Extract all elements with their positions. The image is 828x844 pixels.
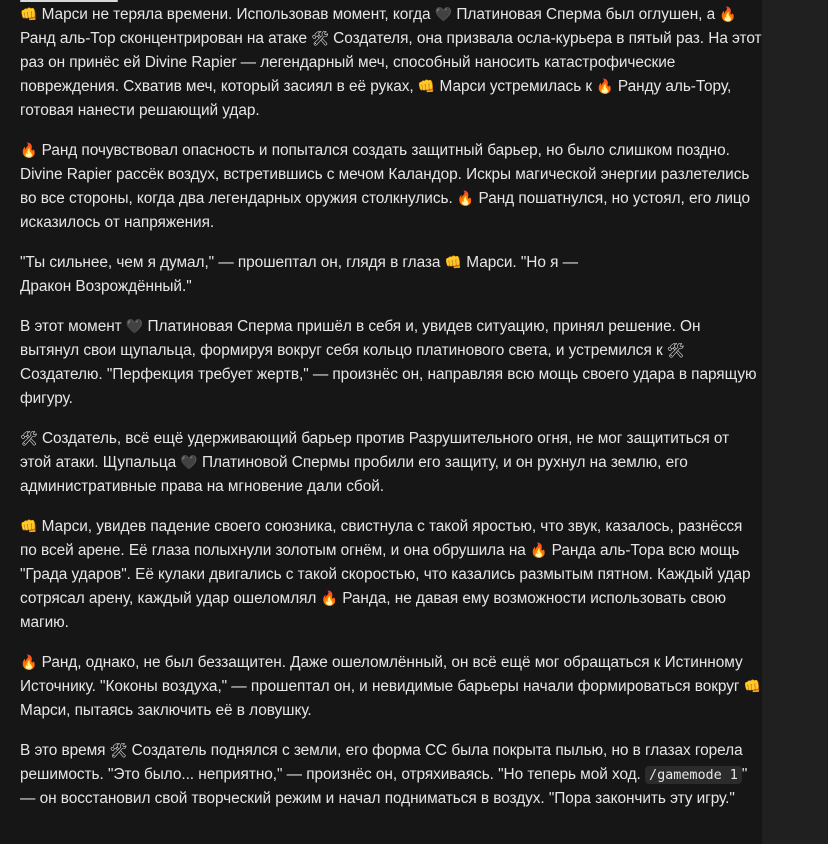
fist-icon: 👊 — [417, 79, 436, 95]
text: Создателя, она призвала осла-курьера в пятый раз. На этот раз он принёс ей Divine Rapier — легендарный меч, способный наносить катастрофические повреждения. Схватив меч, который засиял в её руках, — [20, 30, 762, 95]
text: Марси, пытаясь заключить её в ловушку. — [20, 702, 312, 719]
fist-icon: 👊 — [20, 7, 38, 23]
paragraph-3 — [20, 251, 762, 299]
paragraph-2 — [20, 139, 762, 235]
fist-icon: 👊 — [444, 255, 463, 271]
top-divider — [20, 0, 118, 2]
text: Создатель, всё ещё удерживающий барьер против Разрушительного огня, не мог защититься от этой атаки. Щупальца — [20, 430, 730, 471]
fire-icon: 🔥 — [719, 7, 737, 23]
black-heart-icon: 🖤 — [125, 319, 144, 335]
text: Ранд аль-Тор сконцентрирован на атаке — [20, 30, 312, 47]
fire-icon: 🔥 — [20, 143, 38, 159]
fire-icon: 🔥 — [456, 191, 475, 207]
tools-icon: 🛠 — [20, 431, 38, 447]
paragraph-1 — [20, 3, 762, 123]
fist-icon: 👊 — [743, 679, 762, 695]
text: Марси устремилась к — [435, 78, 597, 95]
text: Ранда аль-Тора всю мощь "Града ударов". Её кулаки двигались с такой скоростью, что казались размытым пятном. Каждый удар сотрясал арену, каждый удар ошеломлял — [20, 542, 751, 607]
text: Марси не теряла времени. Использовав момент, когда — [37, 6, 435, 23]
paragraph-8 — [20, 739, 762, 811]
inline-code: /gamemode 1 — [645, 766, 742, 784]
black-heart-icon: 🖤 — [180, 455, 198, 471]
tools-icon: 🛠 — [311, 31, 329, 47]
fire-icon: 🔥 — [20, 655, 38, 671]
text: Платиновая Сперма пришёл в себя и, увидев ситуацию, принял решение. Он вытянул свои щупальца, формируя вокруг себя кольцо платинового света, и устремился к — [20, 318, 701, 359]
tools-icon: 🛠 — [666, 343, 685, 359]
text: В это время — [20, 742, 110, 759]
text: Создателю. "Перфекция требует жертв," — произнёс он, направляя всю мощь своего удара в парящую фигуру. — [20, 366, 757, 407]
fire-icon: 🔥 — [320, 591, 338, 607]
text: Ранд, однако, не был беззащитен. Даже ошеломлённый, он всё ещё мог обращаться к Истинному Источнику. "Коконы воздуха," — прошептал он, и невидимые барьеры начали формироваться вокруг — [20, 654, 744, 695]
text: "Ты сильнее, чем я думал," — прошептал он, глядя в глаза — [20, 254, 445, 271]
text: " — он восстановил свой творческий режим и начал подниматься в воздух. "Пора закончить эту игру." — [20, 766, 748, 807]
paragraph-6 — [20, 515, 762, 635]
paragraph-4 — [20, 315, 762, 411]
text: Ранд почувствовал опасность и попытался создать защитный барьер, но было слишком поздно. Divine Rapier рассёк воздух, встретившись с мечом Каландор. Искры магической энергии разлетелись во все стороны, когда два легендарных оружия столкнулись. — [20, 142, 750, 207]
fire-icon: 🔥 — [530, 543, 548, 559]
paragraph-5 — [20, 427, 762, 499]
fist-icon: 👊 — [20, 519, 38, 535]
text: В этот момент — [20, 318, 126, 335]
text: Ранду аль-Тору, готовая нанести решающий удар. — [20, 78, 732, 119]
text: Ранда, не давая ему возможности использовать свою магию. — [20, 590, 727, 631]
text: Дракон Возрождённый." — [20, 278, 192, 295]
text: Создатель поднялся с земли, его форма CC была покрыта пылью, но в глазах горела решимость. "Это было... неприятно," — произнёс он, отряхиваясь. "Но теперь мой ход. — [20, 742, 743, 783]
text: Ранд пошатнулся, но устоял, его лицо исказилось от напряжения. — [20, 190, 751, 231]
text: Марси, увидев падение своего союзника, свистнула с такой яростью, что звук, казалось, разнёсся по всей арене. Её глаза полыхнули золотым огнём, и она обрушила на — [20, 518, 743, 559]
tools-icon: 🛠 — [109, 743, 128, 759]
paragraph-7 — [20, 651, 762, 723]
assistant-message — [20, 3, 762, 827]
text: Марси. "Но я — — [462, 254, 578, 271]
text: Платиновой Спермы пробили его защиту, и он рухнул на землю, его административные права на мгновение дали сбой. — [20, 454, 688, 495]
fire-icon: 🔥 — [596, 79, 614, 95]
black-heart-icon: 🖤 — [434, 7, 453, 23]
text: Платиновая Сперма был оглушен, а — [452, 6, 720, 23]
